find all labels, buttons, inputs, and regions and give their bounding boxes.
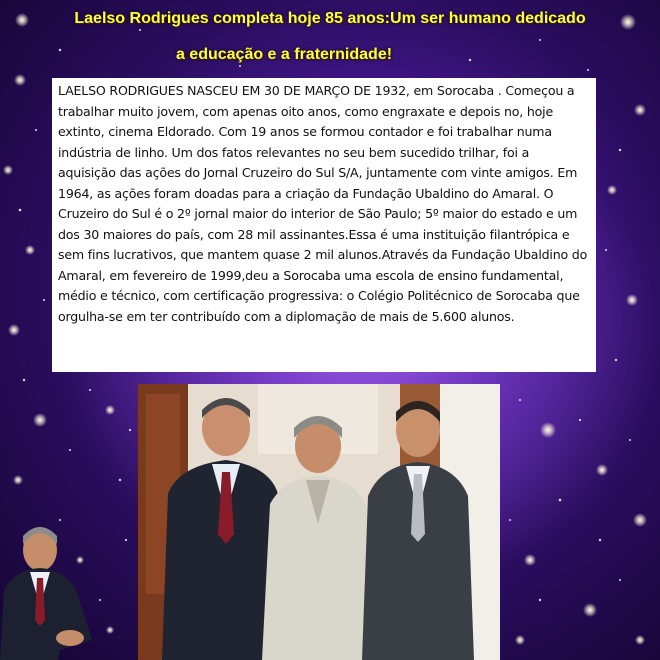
headline-line-1: Laelso Rodrigues completa hoje 85 anos:Um ser humano dedicado (74, 10, 586, 27)
portrait-photo (0, 510, 96, 660)
group-photo-illustration (138, 384, 500, 660)
article-paragraph: LAELSO RODRIGUES NASCEU EM 30 DE MARÇO DE 1932, em Sorocaba . Começou a trabalhar muito jovem, com apenas oito anos, como engraxate e depois no, hoje extinto, cinema Eldorado. Com 19 anos se formou contador e foi trabalhar numa indústria de linho. Um dos fatos relevantes no seu bem sucedido trilhar, foi a aquisição das ações do Jornal Cruzeiro do Sul S/A, juntamente com vinte amigos. Em 1964, as ações foram doadas para a criação da Fundação Ubaldino do Amaral. O Cruzeiro do Sul é o 2º jornal maior do interior de São Paulo; 5º maior do estado e um dos 30 maiores do país, com 28 mil assinantes.Essa é uma instituição filantrópica e sem fins lucrativos, que mantem quase 2 mil alunos.Através da Fundação Ubaldino do Amaral, em fevereiro de 1999,deu a Sorocaba uma escola de ensino fundamental, médio e técnico, com certificação progressiva: o Colégio Politécnico de Sorocaba que orgulha-se em ter contribuído com a diplomação de mais de 5.600 alunos. (58, 83, 588, 324)
portrait-illustration (0, 510, 96, 660)
article-text-box (52, 78, 596, 372)
group-photo (138, 384, 500, 660)
headline-line-2: a educação e a fraternidade! (175, 46, 393, 63)
